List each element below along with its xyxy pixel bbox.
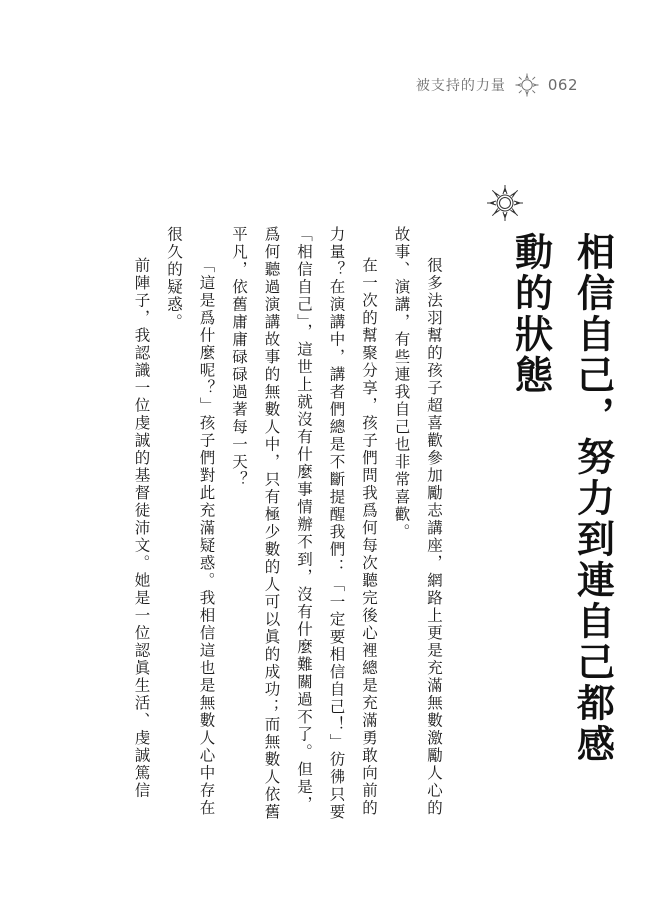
running-header <box>416 72 578 98</box>
sun-ornament-icon <box>485 183 525 223</box>
running-header-title: 被支持的力量 <box>415 78 506 94</box>
paragraph: 「這是爲什麼呢？」孩子們對此充滿疑惑。我相信這也是無數人心中存在很久的疑惑。 <box>165 226 216 817</box>
paragraph: 在一次的幫聚分享，孩子們問我爲何每次聽完後心裡總是充滿勇敢向前的力量？在演講中，講者們總是不斷提醒我們：「一定要相信自己！」彷彿只要「相信自己」，這世上就沒有什麼事情辦不到，沒有什麼難關過不了。但是，爲何聽過演講故事的無數人中，只有極少數的人可以眞的成功；而無數人依舊平凡，依舊庸庸碌碌過著每一天？ <box>230 226 378 821</box>
paragraph: 很多法羽幫的孩子超喜歡參加勵志講座，網路上更是充滿無數激勵人心的故事、演講，有些連我自己也非常喜歡。 <box>392 226 443 817</box>
body-text <box>125 226 450 826</box>
page-number: 062 <box>547 76 578 94</box>
paragraph: 前陣子，我認識一位虔誠的基督徒沛文。她是一位認眞生活、虔誠篤信 <box>132 257 151 800</box>
chapter-title: 相信自己，努力到連自己都感動的狀態 <box>508 232 615 765</box>
sun-ornament-icon <box>514 72 540 98</box>
